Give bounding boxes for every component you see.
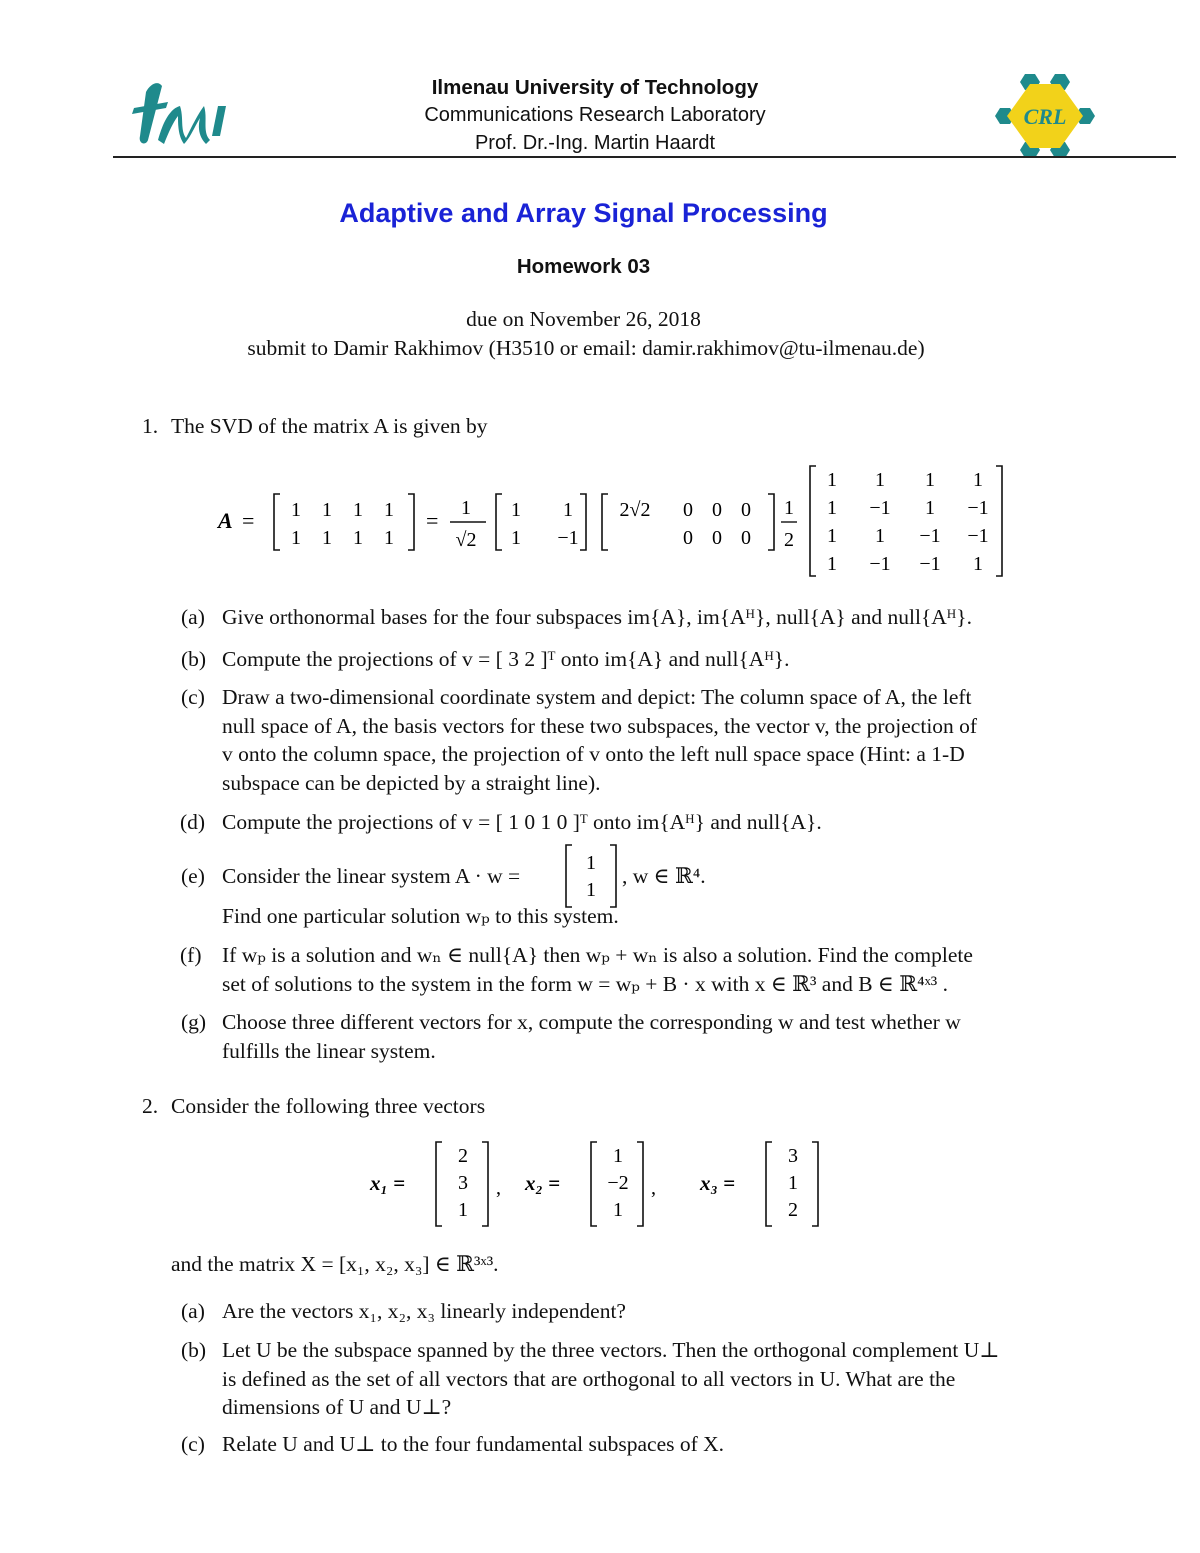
matrix-v-entry: 1 [925,497,935,519]
part-label: (b) [181,647,207,671]
part-label: (d) [180,810,206,834]
course-title: Adaptive and Array Signal Processing [339,198,828,228]
matrix-v-entry: 1 [875,469,885,491]
vector-name: x₁ = [370,1171,406,1195]
part-label: (a) [181,605,205,629]
homework-title: Homework 03 [516,255,651,278]
matrix-v-entry: −1 [869,497,891,519]
problem1-number: 1. [142,414,159,438]
matrix-sigma-entry: 0 [683,499,693,521]
part-label: (f) [180,943,202,967]
part-text-line: If wₚ is a solution and wₙ ∈ null{A} then wₚ + wₙ is also a solution. Find the complete [222,943,973,967]
matrix-v-entry: 1 [827,469,837,491]
matrix-sigma-entry: 0 [683,527,693,549]
part-text-line: null space of A, the basis vectors for these two subspaces, the vector v, the projection of [222,713,978,738]
matrix-sigma-entry: 2√2 [619,499,651,521]
crl-logo-text: CRL [1023,104,1067,129]
svg-text:A: A [218,508,233,533]
part-text: Give orthonormal bases for the four subspaces im{A}, im{Aᴴ}, null{A} and null{Aᴴ}. [222,605,972,629]
vector-entry: 2 [788,1199,798,1221]
vector-entry: 1 [613,1145,623,1167]
svg-text:√2: √2 [455,529,477,551]
matrix-v-entry: 1 [925,469,935,491]
part-label: (b) [181,1338,207,1362]
part-text-line: Choose three different vectors for x, compute the corresponding w and test whether w [222,1010,961,1034]
matrix-v-entry: −1 [967,497,989,519]
matrix-u-entry: 1 [511,499,521,521]
rhs-vector-entry: 1 [586,879,596,901]
svd-equation [210,460,1010,580]
part-text-line: v onto the column space, the projection of v onto the left null space space (Hint: a 1-D [222,742,965,766]
matrix-a-entry: 1 [384,527,394,549]
matrix-v-entry: 1 [973,553,983,575]
professor-name: Prof. Dr.-Ing. Martin Haardt [474,132,716,154]
part-text-line: dimensions of U and U⊥? [222,1395,452,1419]
matrix-definition: and the matrix X = [x₁, x₂, x₃] ∈ ℝ³ˣ³. [171,1252,499,1276]
matrix-v-entry: 1 [827,525,837,547]
vector-entry: 2 [458,1145,468,1167]
part-text-line2: Find one particular solution wₚ to this system. [222,904,619,928]
part-text-line: is defined as the set of all vectors that are orthogonal to all vectors in U. What are the [222,1366,956,1391]
svg-text:1: 1 [784,497,794,519]
part-text-line: subspace can be depicted by a straight line). [222,770,601,795]
part-text-line: fulfills the linear system. [222,1038,436,1063]
part-text-line: Let U be the subspace spanned by the three vectors. Then the orthogonal complement U⊥ [222,1338,1000,1362]
part-text-line: Draw a two-dimensional coordinate system and depict: The column space of A, the left [222,685,972,709]
matrix-sigma-entry: 0 [712,499,722,521]
vector-separator: , [651,1177,656,1199]
submit-info: submit to Damir Rakhimov (H3510 or email: damir.rakhimov@tu-ilmenau.de) [247,336,925,360]
vector-separator: , [496,1177,501,1199]
vector-name: x₂ = [525,1171,561,1195]
rhs-vector [562,843,622,909]
vector-entry: 3 [788,1145,798,1167]
matrix-u-entry: 1 [511,527,521,549]
due-date: due on November 26, 2018 [466,307,701,331]
matrix-a-entry: 1 [353,527,363,549]
part-label: (c) [181,1432,205,1456]
part-text-line: set of solutions to the system in the form w = wₚ + B · x with x ∈ ℝ³ and B ∈ ℝ⁴ˣ³ . [222,971,948,996]
tu-logo [128,78,238,150]
part-text: Compute the projections of v = [ 3 2 ]ᵀ onto im{A} and null{Aᴴ}. [222,647,790,671]
vector-entry: 3 [458,1172,468,1194]
part-text: Relate U and U⊥ to the four fundamental subspaces of X. [222,1432,725,1456]
part-label: (c) [181,685,205,709]
matrix-sigma-entry: 0 [741,499,751,521]
matrix-v-entry: 1 [875,525,885,547]
vector-entry: 1 [788,1172,798,1194]
vector-entry: −2 [607,1172,629,1194]
matrix-v-entry: 1 [827,497,837,519]
part-label: (e) [181,864,205,888]
svg-text:1: 1 [461,497,471,519]
part-text: Are the vectors x₁, x₂, x₃ linearly independent? [222,1299,626,1323]
matrix-a-entry: 1 [384,499,394,521]
matrix-a-entry: 1 [291,527,301,549]
matrix-v-entry: 1 [973,469,983,491]
matrix-sigma-entry: 0 [712,527,722,549]
matrix-v-entry: −1 [869,553,891,575]
matrix-a-entry: 1 [291,499,301,521]
rhs-vector-entry: 1 [586,852,596,874]
matrix-a-entry: 1 [353,499,363,521]
problem2-intro: Consider the following three vectors [171,1094,486,1118]
part-text-after: , w ∈ ℝ⁴. [622,864,706,888]
header-rule [113,156,1176,158]
matrix-v-entry: −1 [919,525,941,547]
lab-name: Communications Research Laboratory [424,104,766,126]
matrix-v-entry: −1 [967,525,989,547]
part-text: Compute the projections of v = [ 1 0 1 0 ]ᵀ onto im{Aᴴ} and null{A}. [222,810,822,834]
svg-text:2: 2 [784,529,794,551]
crl-logo [995,72,1095,160]
matrix-sigma-entry: 0 [741,527,751,549]
matrix-a-entry: 1 [322,499,332,521]
matrix-u-entry: −1 [557,527,579,549]
part-label: (g) [181,1010,207,1034]
vectors-equation [360,1138,830,1230]
matrix-v-entry: 1 [827,553,837,575]
matrix-u-entry: 1 [563,499,573,521]
part-label: (a) [181,1299,205,1323]
university-name: Ilmenau University of Technology [431,76,759,99]
part-text-before: Consider the linear system A · w = [222,864,521,888]
matrix-a-entry: 1 [322,527,332,549]
svg-text:=: = [242,508,255,533]
vector-entry: 1 [458,1199,468,1221]
vector-name: x₃ = [700,1171,736,1195]
svg-text:=: = [426,508,439,533]
problem1-intro: The SVD of the matrix A is given by [171,414,488,438]
problem2-number: 2. [142,1094,159,1118]
vector-entry: 1 [613,1199,623,1221]
matrix-v-entry: −1 [919,553,941,575]
